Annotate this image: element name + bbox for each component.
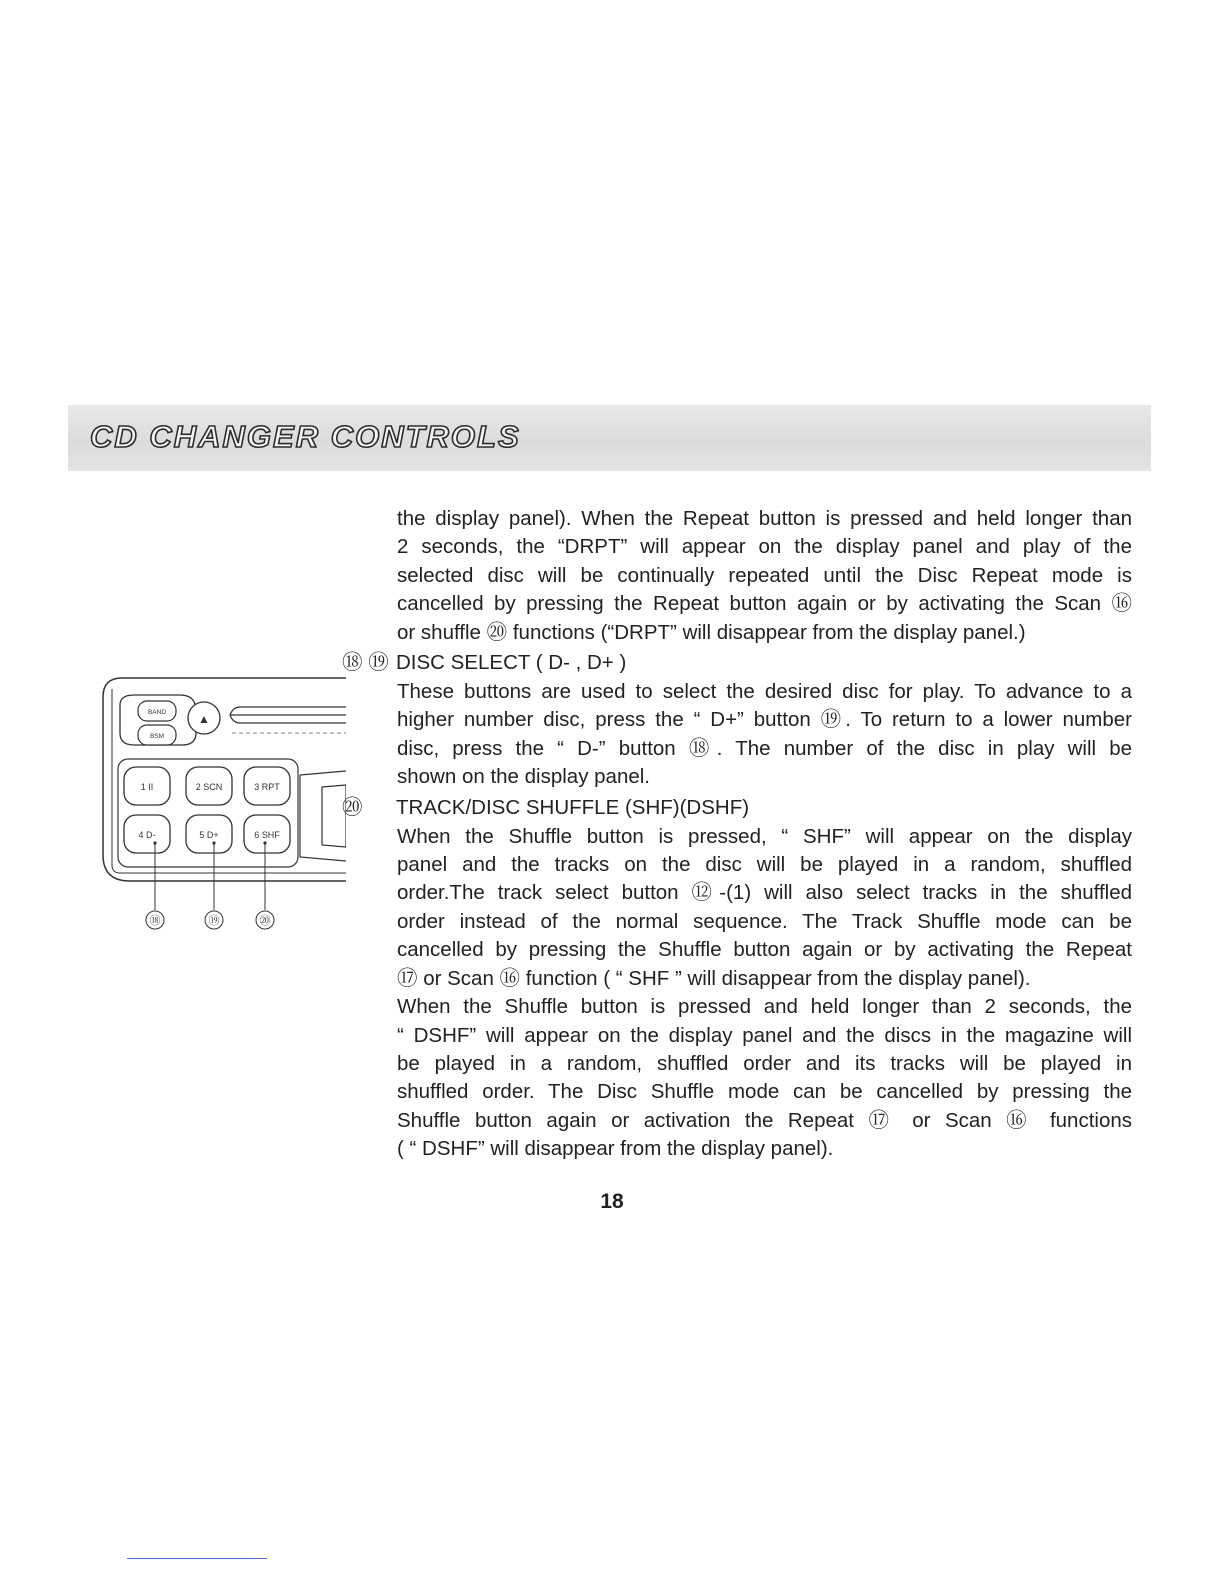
- band-button: [138, 701, 176, 721]
- preset-button-6: [244, 815, 290, 853]
- text-line: order.The track select button ⑫-(1) will also select tracks in the shuffled: [397, 881, 1132, 905]
- svg-text:⑱: ⑱: [149, 915, 161, 927]
- heading-markers: ⑱ ⑲: [342, 651, 389, 675]
- text-line: or shuffle ⑳ functions (“DRPT” will disappear from the display panel.): [397, 620, 1026, 644]
- body-text-column: [342, 505, 1132, 1164]
- eject-button: [188, 702, 220, 734]
- callout-20: [256, 911, 274, 929]
- text-line: panel and the tracks on the disc will be played in a random, shuffled: [397, 853, 1132, 877]
- text-line: cancelled by pressing the Shuffle button again or by activating the Repeat: [397, 938, 1132, 962]
- text-line: order instead of the normal sequence. The Track Shuffle mode can be: [397, 909, 1132, 933]
- text-line: selected disc will be continually repeated until the Disc Repeat mode is: [397, 563, 1132, 587]
- svg-text:4 D-: 4 D-: [138, 830, 156, 840]
- text-line: shown on the display panel.: [397, 765, 651, 789]
- text-line: be played in a random, shuffled order and its tracks will be played in: [397, 1051, 1132, 1075]
- preset-button-5: [186, 815, 232, 853]
- bsm-button: [138, 725, 176, 745]
- paragraph-disc-select: [397, 678, 1132, 792]
- svg-text:6 SHF: 6 SHF: [254, 830, 280, 840]
- preset-button-3: [244, 767, 290, 805]
- heading-shuffle: [342, 793, 1132, 823]
- paragraph-disc-shuffle: [397, 993, 1132, 1163]
- footer-rule: [127, 1558, 267, 1559]
- svg-text:⑳: ⑳: [259, 915, 271, 927]
- cd-changer-faceplate-illustration: [100, 675, 346, 945]
- svg-text:▲: ▲: [198, 712, 210, 726]
- svg-text:BSM: BSM: [149, 733, 165, 740]
- text-line: cancelled by pressing the Repeat button again or by activating the Scan ⑯: [397, 592, 1132, 616]
- preset-button-1: [124, 767, 170, 805]
- svg-text:5 D+: 5 D+: [199, 830, 219, 840]
- heading-markers: ⑳: [342, 795, 363, 819]
- text-line: the display panel). When the Repeat button is pressed and held longer than: [397, 507, 1132, 530]
- text-line: Shuffle button again or activation the Repeat ⑰ or Scan ⑯ functions: [397, 1108, 1132, 1132]
- text-line: 2 seconds, the “DRPT” will appear on the display panel and play of the: [397, 535, 1132, 559]
- paragraph-track-shuffle: [397, 823, 1132, 993]
- svg-text:BAND: BAND: [147, 709, 167, 716]
- preset-button-2: [186, 767, 232, 805]
- section-title: CD CHANGER CONTROLS: [90, 419, 521, 454]
- svg-text:3 RPT: 3 RPT: [254, 782, 280, 792]
- heading-text: DISC SELECT ( D- , D+ ): [396, 651, 627, 675]
- svg-text:1 II: 1 II: [140, 782, 154, 792]
- svg-text:⑲: ⑲: [208, 915, 220, 927]
- page-number: 18: [600, 1190, 624, 1213]
- section-header-band: [68, 405, 1151, 471]
- text-line: shuffled order. The Disc Shuffle mode can be cancelled by pressing the: [397, 1080, 1132, 1104]
- callout-18: [146, 911, 164, 929]
- text-line: When the Shuffle button is pressed, “ SHF” will appear on the display: [397, 824, 1132, 848]
- text-line: ⑰ or Scan ⑯ function ( “ SHF ” will disappear from the display panel).: [397, 966, 1031, 990]
- heading-text: TRACK/DISC SHUFFLE (SHF)(DSHF): [396, 795, 750, 819]
- paragraph-disc-repeat: [397, 505, 1132, 647]
- text-line: ( “ DSHF” will disappear from the display panel).: [397, 1137, 834, 1161]
- callout-19: [205, 911, 223, 929]
- preset-button-4: [124, 815, 170, 853]
- text-line: higher number disc, press the “ D+” button ⑲. To return to a lower number: [397, 708, 1132, 732]
- text-line: “ DSHF” will appear on the display panel and the discs in the magazine will: [397, 1023, 1132, 1047]
- text-line: When the Shuffle button is pressed and held longer than 2 seconds, the: [397, 995, 1132, 1019]
- text-line: disc, press the “ D-” button ⑱. The number of the disc in play will be: [397, 736, 1132, 760]
- text-line: These buttons are used to select the desired disc for play. To advance to a: [397, 680, 1132, 704]
- heading-disc-select: [342, 648, 1132, 678]
- svg-text:2 SCN: 2 SCN: [195, 782, 223, 792]
